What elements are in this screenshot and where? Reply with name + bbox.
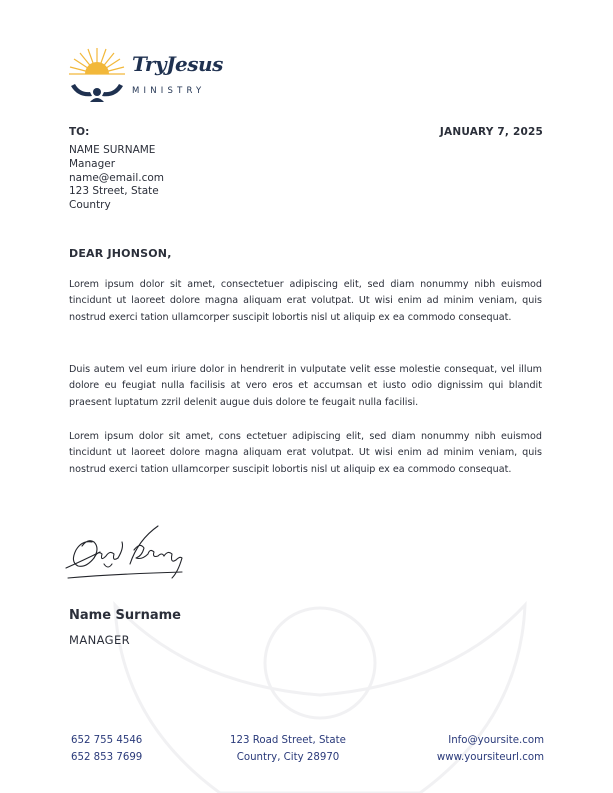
brand-subtitle: MINISTRY — [132, 86, 206, 96]
brand-name: TryJesus — [132, 52, 223, 76]
recipient-title: Manager — [69, 157, 116, 170]
body-paragraph: Duis autem vel eum iriure dolor in hendrerit in vulputate velit esse molestie consequat, vel illum dolore eu feugiat nulla facilisis at vero eros et accumsan et iusto odio dignissim qui blandit praesent luptatum zzril delenit augue duis dolore te feugait nulla facilisi. — [69, 364, 542, 408]
sun-hands-icon — [68, 46, 126, 104]
footer-address-line: Country, City 28970 — [236, 752, 340, 763]
recipient-name: NAME SURNAME — [69, 144, 156, 156]
footer-phone: 652 853 7699 — [71, 752, 143, 763]
body-paragraph: Lorem ipsum dolor sit amet, cons ectetuer adipiscing elit, sed diam nonummy nibh euismod tincidunt ut laoreet dolore magna aliquam erat volutpat. Ut wisi enim ad minim veniam, quis nostrud exerci tation ullamcorper suscipit lobortis nisl ut aliquip ex ea commodo consequat. — [69, 431, 542, 475]
to-label: TO: — [69, 126, 90, 138]
salutation: DEAR JHONSON, — [69, 247, 172, 260]
recipient-country: Country — [69, 199, 111, 212]
footer-website: www.yoursiteurl.com — [436, 752, 544, 763]
footer-contact — [437, 732, 544, 766]
signer-name: Name Surname — [69, 608, 181, 623]
recipient-block — [69, 144, 164, 213]
footer-address — [210, 732, 366, 766]
ministry-logo — [68, 46, 223, 106]
recipient-street: 123 Street, State — [69, 185, 159, 198]
footer-phone: 652 755 4546 — [71, 735, 143, 746]
footer-email: Info@yoursite.com — [448, 735, 544, 746]
recipient-email: name@email.com — [69, 171, 164, 184]
letter-date: JANUARY 7, 2025 — [439, 126, 543, 138]
handwritten-signature — [64, 520, 188, 592]
signer-title: MANAGER — [69, 633, 131, 647]
body-paragraph: Lorem ipsum dolor sit amet, consectetuer adipiscing elit, sed diam nonummy nibh euismod tincidunt ut laoreet dolore magna aliquam erat volutpat. Ut wisi enim ad minim veniam, quis nostrud exerci tation ullamcorper suscipit lobortis nisl ut aliquip ex ea commodo consequat. — [69, 279, 542, 323]
footer-phones — [71, 732, 142, 766]
footer-address-line: 123 Road Street, State — [230, 735, 346, 746]
